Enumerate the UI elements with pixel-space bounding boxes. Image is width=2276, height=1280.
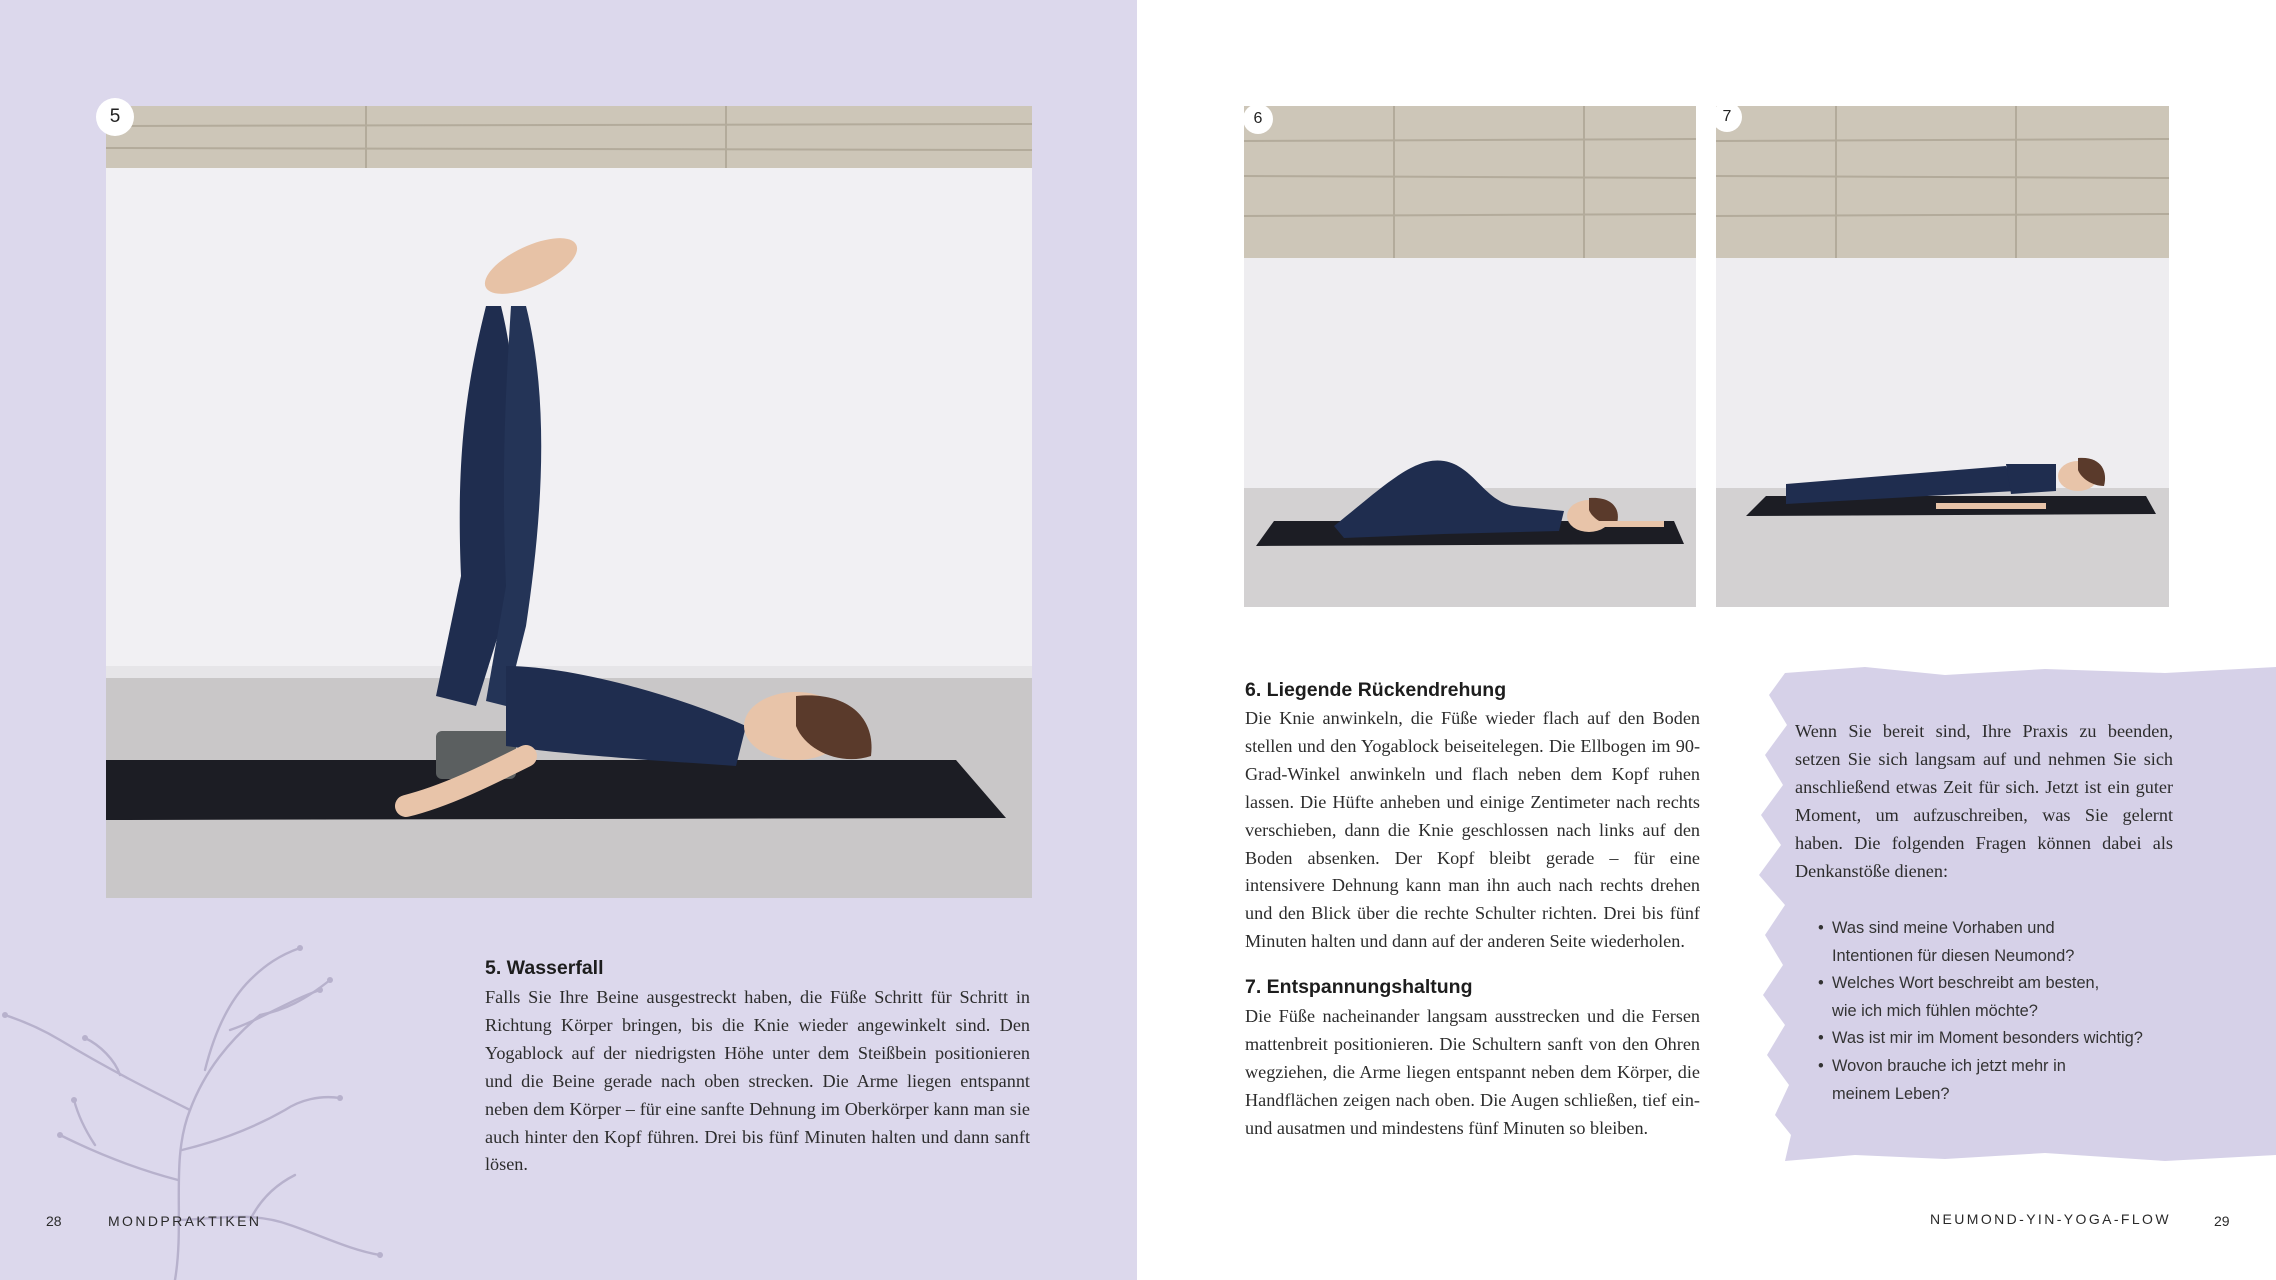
body-text-wasserfall: Falls Sie Ihre Beine ausgestreckt haben, die Füße Schritt für Schritt in Richtung Körper bringen, bis die Knie wieder angewinkelt sind. Den Yogablock auf der niedrigsten Höhe unter dem Steißbein positionieren und die Beine gerade nach oben strecken. Die Arme liegen entspannt neben dem Körper – für eine sanfte Dehnung im Oberkörper kann man sie auch hinter den Kopf führen. Drei bis fünf Minuten halten und dann sanft lösen. (485, 987, 1030, 1175)
photo-reclined-twist (1244, 106, 1696, 607)
step-6-badge: 6 (1243, 104, 1273, 134)
step-7-badge: 7 (1712, 102, 1742, 132)
section-title-entspannungshaltung: 7. Entspannungshaltung (1245, 976, 1473, 998)
photo-waterfall-pose (106, 106, 1032, 898)
list-item: • Welches Wort beschreibt am besten, wie ich mich fühlen möchte? (1820, 970, 2180, 1025)
body-text-entspannungshaltung: Die Füße nacheinander langsam ausstrecken und die Fersen mattenbreit positionieren. Die Schultern sanft von den Ohren wegziehen, die Arme liegen entspannt neben dem Körper, die Handflächen zeigen nach oben. Die Augen schließen, tief ein- und ausatmen und mindestens fünf Minuten so bleiben. (1245, 1006, 1700, 1138)
section-title-wasserfall: 5. Wasserfall (485, 957, 604, 979)
running-head-left: MONDPRAKTIKEN (108, 1213, 262, 1229)
section-title-rueckendrehung: 6. Liegende Rückendrehung (1245, 679, 1507, 701)
body-text-rueckendrehung: Die Knie anwinkeln, die Füße wieder flach auf den Boden stellen und den Yogablock beiseitelegen. Die Ellbogen im 90-Grad-Winkel anwinkeln und flach neben dem Kopf ruhen lassen. Die Hüfte anheben und einige Zentimeter nach rechts verschieben, dann die Knie geschlossen nach links auf den Boden absenken. Der Kopf bleibt gerade – für eine intensivere Dehnung kann man ihn auch nach rechts drehen und den Blick über die rechte Schulter richten. Drei bis fünf Minuten halten und dann auf der anderen Seite wiederholen. (1245, 708, 1700, 952)
page-number-right: 29 (2214, 1213, 2230, 1229)
photo-relaxation-pose (1716, 106, 2169, 607)
list-item: • Wovon brauche ich jetzt mehr in meinem Leben? (1820, 1053, 2180, 1108)
running-head-right: NEUMOND-YIN-YOGA-FLOW (1930, 1211, 2171, 1227)
step-5-badge: 5 (96, 98, 134, 136)
reflection-questions (1820, 915, 2180, 1108)
callout-intro-text: Wenn Sie bereit sind, Ihre Praxis zu beenden, setzen Sie sich langsam auf und nehmen Sie sich anschließend etwas Zeit für sich. Jetzt ist ein guter Moment, um aufzuschreiben, was Sie gelernt haben. Die folgenden Fragen können dabei als Denkanstöße dienen: (1795, 721, 2173, 881)
list-item: • Was sind meine Vorhaben und Intentionen für diesen Neumond? (1820, 915, 2180, 970)
list-item: • Was ist mir im Moment besonders wichtig? (1820, 1025, 2180, 1053)
page-number-left: 28 (46, 1213, 62, 1229)
